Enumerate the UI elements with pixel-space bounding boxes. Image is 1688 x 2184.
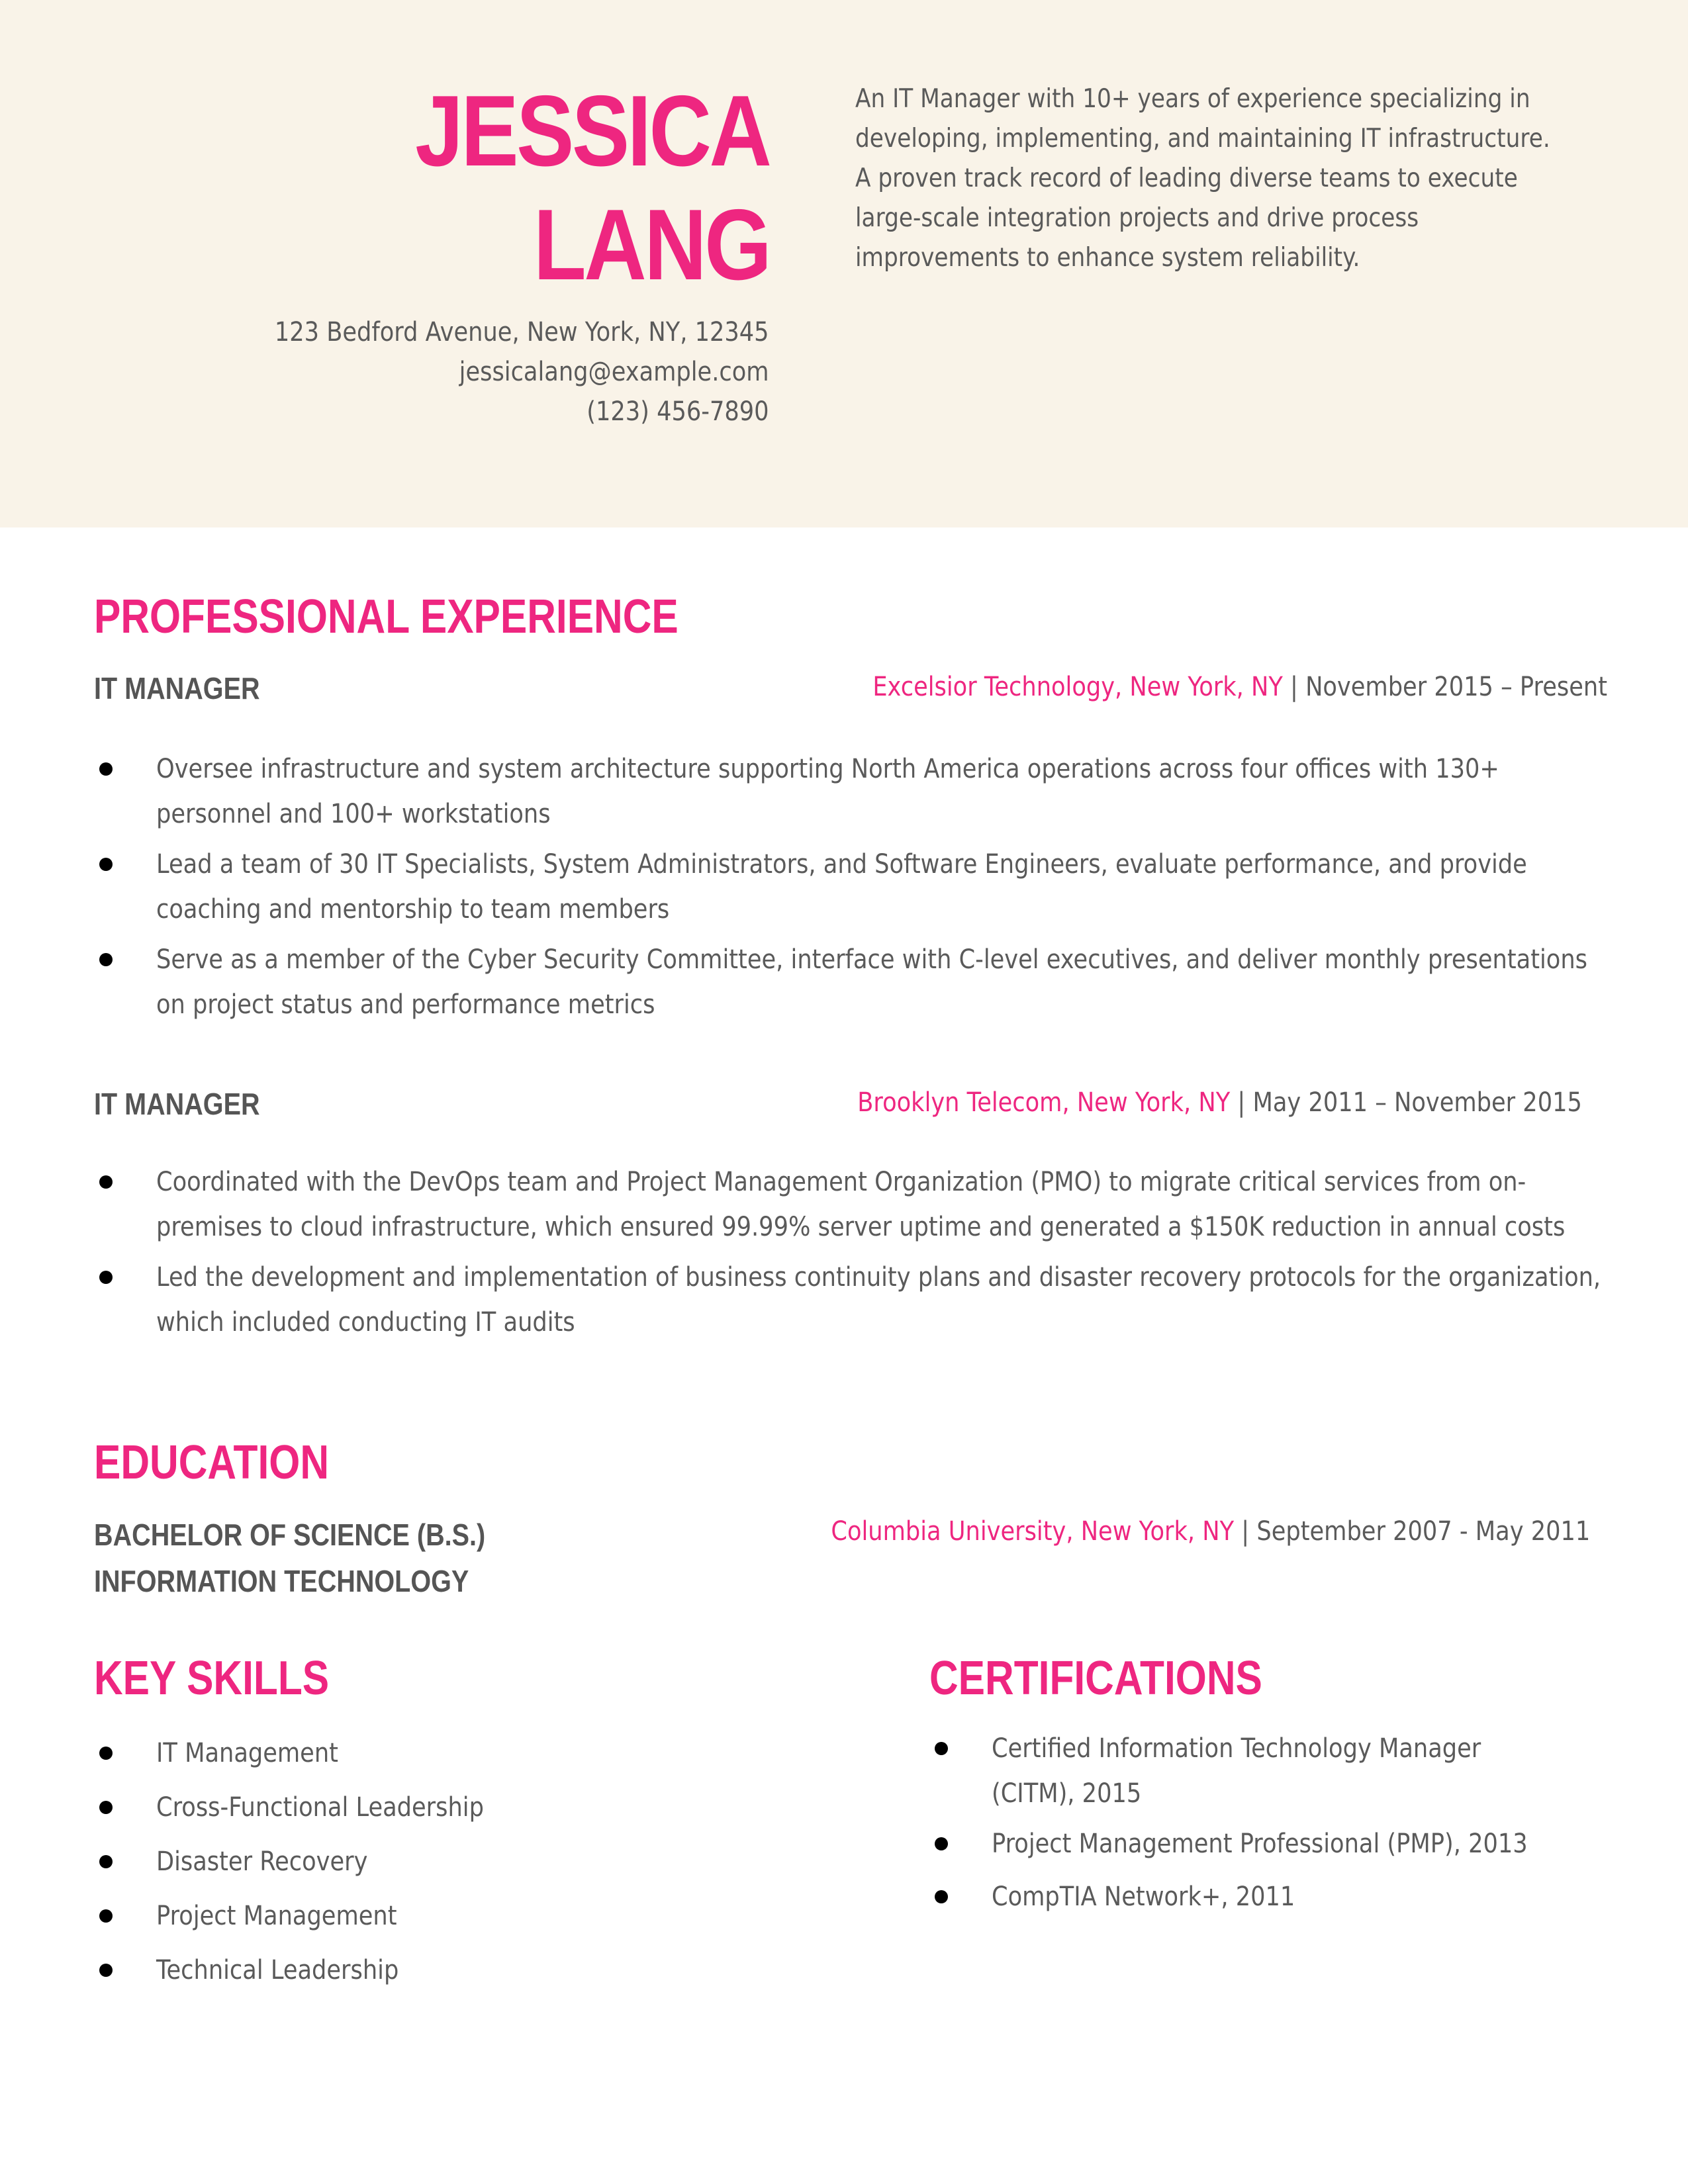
certifications-heading: CERTIFICATIONS [929, 1652, 1262, 1705]
skill-item: Project Management [94, 1889, 756, 1943]
bullet-icon [935, 1742, 948, 1755]
degree-type: BACHELOR OF SCIENCE (B.S.) [94, 1518, 486, 1552]
skills-heading: KEY SKILLS [94, 1652, 330, 1705]
meta-separator: | [1282, 672, 1306, 702]
job-title: IT MANAGER [94, 1087, 260, 1121]
list-item: Serve as a member of the Cyber Security Committee, interface with C-level executives, and deliver monthly presentations on project status and performance metrics [94, 937, 1610, 1027]
job-meta [872, 668, 1607, 705]
last-name: LANG [533, 189, 769, 301]
skill-item: Disaster Recovery [94, 1835, 756, 1889]
bullet-icon [99, 1175, 113, 1189]
job-dates: November 2015 – Present [1305, 672, 1607, 702]
job-bullets [94, 1160, 1610, 1345]
email[interactable]: jessicalang@example.com [459, 357, 769, 387]
bullet-icon [99, 1747, 113, 1760]
address: 123 Bedford Avenue, New York, NY, 12345 [275, 317, 769, 347]
education-heading: EDUCATION [94, 1436, 330, 1489]
professional-summary: An IT Manager with 10+ years of experience specializing in developing, implementing, and maintaining IT infrastructure. A proven track record of leading diverse teams to execute large-scale integration projects and drive process improvements to enhance system reliability. [855, 84, 1550, 273]
bullet-icon [99, 1909, 113, 1923]
meta-separator: | [1233, 1516, 1257, 1547]
meta-separator: | [1230, 1087, 1253, 1118]
skill-item: Technical Leadership [94, 1943, 756, 1997]
certification-item: Project Management Professional (PMP), 2013 [929, 1821, 1538, 1866]
certification-item: CompTIA Network+, 2011 [929, 1874, 1538, 1919]
list-item: Led the development and implementation of business continuity plans and disaster recovery protocols for the organization, which included conducting IT audits [94, 1255, 1610, 1345]
bullet-icon [99, 762, 113, 776]
degree-field: INFORMATION TECHNOLOGY [94, 1564, 469, 1598]
certification-item: Certified Information Technology Manager (CITM), 2015 [929, 1726, 1538, 1816]
first-name: JESSICA [414, 75, 769, 187]
contact-info [275, 312, 769, 432]
bullet-icon [99, 858, 113, 871]
degree [94, 1512, 485, 1604]
bullet-icon [935, 1837, 948, 1850]
experience-heading: PROFESSIONAL EXPERIENCE [94, 590, 679, 643]
candidate-name [415, 74, 769, 302]
skill-item: Cross-Functional Leadership [94, 1780, 756, 1835]
bullet-icon [99, 1855, 113, 1868]
education-meta [831, 1513, 1590, 1550]
list-item: Coordinated with the DevOps team and Project Management Organization (PMO) to migrate critical services from on-premises to cloud infrastructure, which ensured 99.99% server uptime and generated a $150K reduction in annual costs [94, 1160, 1610, 1250]
job-bullets [94, 747, 1610, 1027]
bullet-icon [935, 1890, 948, 1903]
job-title: IT MANAGER [94, 671, 260, 705]
phone[interactable]: (123) 456-7890 [586, 396, 769, 427]
institution: Columbia University, New York, NY [831, 1516, 1234, 1547]
list-item: Oversee infrastructure and system architecture supporting North America operations across four offices with 130+ personnel and 100+ workstations [94, 747, 1610, 837]
job-meta [857, 1084, 1582, 1121]
bullet-icon [99, 1271, 113, 1284]
skills-list [94, 1726, 756, 1997]
education-dates: September 2007 - May 2011 [1256, 1516, 1590, 1547]
bullet-icon [99, 953, 113, 966]
bullet-icon [99, 1964, 113, 1977]
job-dates: May 2011 – November 2015 [1252, 1087, 1582, 1118]
bullet-icon [99, 1801, 113, 1814]
certifications-list [929, 1726, 1538, 1919]
list-item: Lead a team of 30 IT Specialists, System Administrators, and Software Engineers, evaluate performance, and provide coaching and mentorship to team members [94, 842, 1610, 932]
job-organization: Brooklyn Telecom, New York, NY [857, 1087, 1231, 1118]
job-organization: Excelsior Technology, New York, NY [872, 672, 1283, 702]
skill-item: IT Management [94, 1726, 756, 1780]
